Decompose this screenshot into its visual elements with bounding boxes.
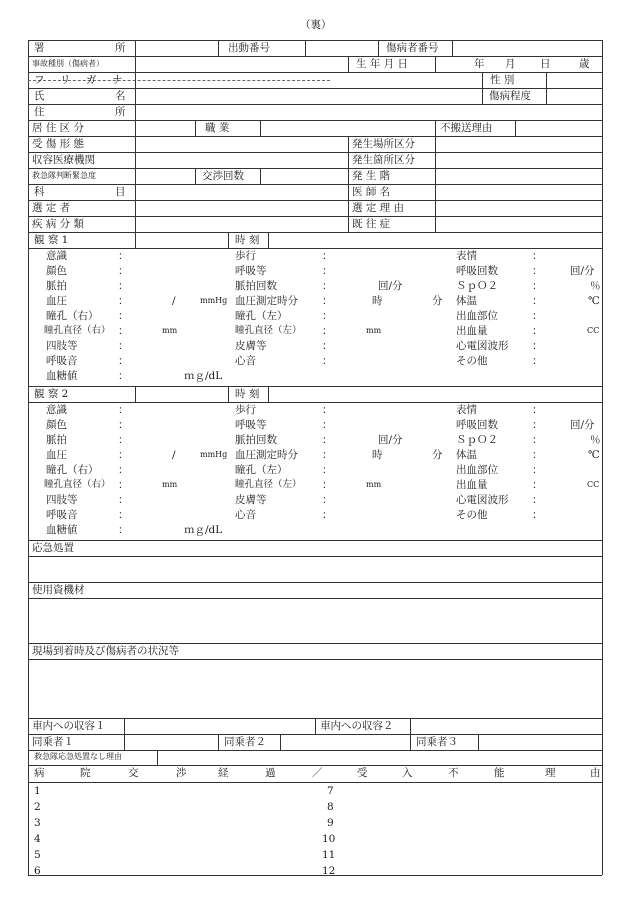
negotiation-row-number: 12 xyxy=(322,865,336,877)
rule-line xyxy=(28,734,602,735)
field-label: 性 別 xyxy=(490,74,515,86)
cell-divider xyxy=(348,56,349,72)
negotiation-row-number: 4 xyxy=(34,833,41,845)
field-label: 署 xyxy=(34,42,45,54)
unit-label: 回/分 xyxy=(378,280,403,292)
unit-label: CC xyxy=(587,326,600,335)
cell-divider xyxy=(268,232,269,248)
observation-label: 表情 xyxy=(456,250,477,262)
observation-label: 血圧測定時分 xyxy=(235,449,298,461)
negotiation-header-char: 不 xyxy=(448,767,459,779)
negotiation-header-char: 病 xyxy=(34,767,45,779)
colon: ： xyxy=(532,295,543,307)
page-title: （裏） xyxy=(300,19,332,31)
field-label: 同乗者３ xyxy=(416,736,458,748)
colon: ： xyxy=(118,509,129,521)
cell-divider xyxy=(268,386,269,402)
observation-label: 出血部位 xyxy=(456,310,498,322)
rule-line xyxy=(28,248,602,249)
negotiation-row-number: 7 xyxy=(327,785,334,797)
unit-label: / xyxy=(172,295,176,307)
observation-label: 四肢等 xyxy=(46,494,78,506)
colon: ： xyxy=(322,280,333,292)
rule-line xyxy=(28,152,602,153)
cell-divider xyxy=(482,88,483,104)
unit-label: ％ xyxy=(590,434,601,446)
negotiation-row-number: 11 xyxy=(322,849,336,861)
colon: ： xyxy=(322,310,333,322)
observation-label: 呼吸等 xyxy=(235,419,267,431)
field-label: 選 定 者 xyxy=(32,202,71,214)
colon: ： xyxy=(118,434,129,446)
observation-label: 皮膚等 xyxy=(235,340,267,352)
colon: ： xyxy=(322,494,333,506)
rule-line xyxy=(28,56,602,57)
cell-divider xyxy=(478,734,479,750)
colon: ： xyxy=(118,404,129,416)
field-label: 目 xyxy=(115,186,126,198)
colon: ： xyxy=(322,295,333,307)
cell-divider xyxy=(157,750,158,765)
cell-divider xyxy=(435,120,436,136)
unit-label: / xyxy=(172,449,176,461)
field-label: 医 師 名 xyxy=(352,186,391,198)
field-label: リ xyxy=(60,74,71,86)
cell-divider xyxy=(452,40,453,56)
unit-label: ℃ xyxy=(588,295,600,307)
colon: ： xyxy=(118,479,129,491)
observation-label: 顔色 xyxy=(46,265,67,277)
observation-label: 心音 xyxy=(235,355,256,367)
unit-label: 時 xyxy=(372,295,383,307)
observation-label: 意識 xyxy=(46,250,67,262)
negotiation-row-number: 6 xyxy=(34,865,41,877)
field-label: 疾 病 分 類 xyxy=(32,218,85,230)
unit-label: mm xyxy=(162,326,178,335)
field-label: 住 xyxy=(34,106,45,118)
colon: ： xyxy=(532,494,543,506)
observation-label: 脈拍 xyxy=(46,434,67,446)
cell-divider xyxy=(124,734,125,750)
rule-line xyxy=(28,184,602,185)
colon: ： xyxy=(532,509,543,521)
field-label: 救急隊応急処置なし理由 xyxy=(34,752,122,761)
colon: ： xyxy=(532,325,543,337)
rule-line xyxy=(28,40,602,41)
colon: ： xyxy=(322,449,333,461)
negotiation-row-number: 8 xyxy=(327,801,334,813)
date-unit: 月 xyxy=(505,58,516,70)
date-unit: 年 xyxy=(474,58,485,70)
colon: ： xyxy=(118,355,129,367)
negotiation-header-char: ／ xyxy=(312,767,323,779)
unit-label: 時 xyxy=(372,449,383,461)
observation-label: その他 xyxy=(456,509,488,521)
observation-label: 瞳孔（左） xyxy=(235,310,288,322)
observation-label: 四肢等 xyxy=(46,340,78,352)
cell-divider xyxy=(218,40,219,56)
cell-divider xyxy=(435,136,436,232)
colon: ： xyxy=(532,404,543,416)
rule-line xyxy=(28,386,602,387)
observation-label: 出血量 xyxy=(456,479,488,491)
form-border-right xyxy=(602,40,603,875)
cell-divider xyxy=(260,120,261,136)
cell-divider xyxy=(195,120,196,136)
observation-label: 呼吸回数 xyxy=(456,419,498,431)
observation-label: 出血量 xyxy=(456,325,488,337)
cell-divider xyxy=(135,386,136,402)
colon: ： xyxy=(322,419,333,431)
observation-label: 血圧 xyxy=(46,449,67,461)
negotiation-header-char: 交 xyxy=(128,767,139,779)
observation-label: 脈拍回数 xyxy=(235,434,277,446)
negotiation-row-number: 10 xyxy=(322,833,336,845)
observation-label: 瞳孔（右） xyxy=(46,310,99,322)
field-label: 発 生 階 xyxy=(352,170,391,182)
negotiation-row-number: 3 xyxy=(34,817,41,829)
field-label: 所 xyxy=(115,42,126,54)
colon: ： xyxy=(118,310,129,322)
furigana-underline xyxy=(28,80,330,81)
colon: ： xyxy=(118,280,129,292)
cell-divider xyxy=(546,88,547,104)
negotiation-row-number: 5 xyxy=(34,849,41,861)
colon: ： xyxy=(118,524,129,536)
cell-divider xyxy=(410,734,411,750)
field-label: 所 xyxy=(115,106,126,118)
observation-label: その他 xyxy=(456,355,488,367)
negotiation-header-char: 渉 xyxy=(176,767,187,779)
field-label: 発生場所区分 xyxy=(352,138,415,150)
observation-label: 血糖値 xyxy=(46,370,78,382)
field-label: 車内への収容２ xyxy=(320,720,394,732)
negotiation-header-char: 能 xyxy=(494,767,505,779)
observation-label: 呼吸音 xyxy=(46,355,78,367)
negotiation-header-char: 受 xyxy=(357,767,368,779)
unit-label: mm xyxy=(366,326,382,335)
field-label: 選 定 理 由 xyxy=(352,202,405,214)
observation-label: 歩行 xyxy=(235,404,256,416)
observation-label: 呼吸等 xyxy=(235,265,267,277)
colon: ： xyxy=(118,464,129,476)
observation-label: 意識 xyxy=(46,404,67,416)
colon: ： xyxy=(118,370,129,382)
colon: ： xyxy=(322,479,333,491)
negotiation-header-char: 院 xyxy=(80,767,91,779)
rule-line xyxy=(28,643,602,644)
colon: ： xyxy=(322,355,333,367)
colon: ： xyxy=(118,419,129,431)
observation-label: 呼吸回数 xyxy=(456,265,498,277)
unit-label: ％ xyxy=(590,280,601,292)
negotiation-header-char: 入 xyxy=(402,767,413,779)
field-label: 名 xyxy=(115,90,126,102)
cell-divider xyxy=(195,168,196,184)
observation-label: 脈拍回数 xyxy=(235,280,277,292)
field-label: 既 往 症 xyxy=(352,218,391,230)
field-label: 収容医療機関 xyxy=(32,154,95,166)
field-label: 受 傷 形 態 xyxy=(32,138,85,150)
observation-label: 瞳孔（左） xyxy=(235,464,288,476)
field-label: ナ xyxy=(112,74,123,86)
colon: ： xyxy=(322,250,333,262)
rule-line xyxy=(28,402,602,403)
colon: ： xyxy=(322,434,333,446)
unit-label: ℃ xyxy=(588,449,600,461)
rule-line xyxy=(28,200,602,201)
colon: ： xyxy=(532,340,543,352)
section-title-arrival: 現場到着時及び傷病者の状況等 xyxy=(32,645,179,657)
observation-label: 血圧 xyxy=(46,295,67,307)
colon: ： xyxy=(532,434,543,446)
unit-label: ｍｇ/dL xyxy=(184,524,223,536)
unit-label: mm xyxy=(162,480,178,489)
rule-line xyxy=(28,765,602,766)
rule-line xyxy=(28,136,602,137)
unit-label: mm xyxy=(366,480,382,489)
unit-label: mmHg xyxy=(200,296,228,305)
field-label: 傷病者番号 xyxy=(386,42,439,54)
cell-divider xyxy=(315,718,316,734)
cell-divider xyxy=(280,734,281,750)
observation-label: 脈拍 xyxy=(46,280,67,292)
observation-title: 観 察 1 xyxy=(34,234,69,246)
observation-label: 体温 xyxy=(456,295,477,307)
cell-divider xyxy=(228,232,229,248)
colon: ： xyxy=(322,340,333,352)
colon: ： xyxy=(118,449,129,461)
observation-label: 瞳孔直径（左） xyxy=(235,479,302,490)
cell-divider xyxy=(435,56,436,72)
colon: ： xyxy=(118,494,129,506)
cell-divider xyxy=(482,72,483,88)
cell-divider xyxy=(260,168,261,184)
observation-label: 血糖値 xyxy=(46,524,78,536)
observation-label: 心音 xyxy=(235,509,256,521)
unit-label: ｍｇ/dL xyxy=(184,370,223,382)
observation-label: 歩行 xyxy=(235,250,256,262)
colon: ： xyxy=(118,325,129,337)
field-label: 科 xyxy=(34,186,45,198)
cell-divider xyxy=(305,40,306,56)
section-title-equipment: 使用資機材 xyxy=(32,584,85,596)
observation-label: 瞳孔（右） xyxy=(46,464,99,476)
field-label: フ xyxy=(34,74,45,86)
colon: ： xyxy=(322,509,333,521)
date-unit: 日 xyxy=(540,58,551,70)
negotiation-header-char: 経 xyxy=(218,767,229,779)
cell-divider xyxy=(378,40,379,56)
colon: ： xyxy=(532,479,543,491)
unit-label: 回/分 xyxy=(570,265,595,277)
rule-line xyxy=(28,659,602,660)
colon: ： xyxy=(118,340,129,352)
form-border-bottom xyxy=(28,875,602,876)
cell-divider xyxy=(546,72,547,88)
colon: ： xyxy=(532,464,543,476)
field-label: 事故種別（傷病者） xyxy=(32,59,104,68)
field-label: 救急隊判断緊急度 xyxy=(32,171,96,180)
rule-line xyxy=(28,88,602,89)
negotiation-row-number: 9 xyxy=(327,817,334,829)
negotiation-header-char: 過 xyxy=(265,767,276,779)
field-label: 同乗者１ xyxy=(32,736,74,748)
observation-label: ＳｐＯ２ xyxy=(456,434,498,446)
cell-divider xyxy=(218,734,219,750)
field-label: 出動番号 xyxy=(228,42,270,54)
field-label: ガ xyxy=(86,74,97,86)
field-label: 傷病程度 xyxy=(489,90,531,102)
rule-line xyxy=(28,582,602,583)
observation-time-label: 時 刻 xyxy=(235,234,260,246)
rule-line xyxy=(28,540,602,541)
cell-divider xyxy=(348,136,349,232)
cell-divider xyxy=(515,120,516,136)
field-label: 同乗者２ xyxy=(224,736,266,748)
colon: ： xyxy=(532,265,543,277)
colon: ： xyxy=(532,355,543,367)
negotiation-header-char: 理 xyxy=(545,767,556,779)
observation-label: 心電図波形 xyxy=(456,340,509,352)
unit-label: CC xyxy=(587,480,600,489)
field-label: 生 年 月 日 xyxy=(356,58,409,70)
field-label: 不搬送理由 xyxy=(440,122,493,134)
unit-label: 分 xyxy=(432,295,443,307)
observation-label: 顔色 xyxy=(46,419,67,431)
observation-label: 体温 xyxy=(456,449,477,461)
colon: ： xyxy=(322,464,333,476)
rule-line xyxy=(28,556,602,557)
rule-line xyxy=(28,168,602,169)
field-label: 氏 xyxy=(34,90,45,102)
colon: ： xyxy=(118,250,129,262)
colon: ： xyxy=(532,250,543,262)
negotiation-header-char: 由 xyxy=(590,767,601,779)
observation-label: 瞳孔直径（左） xyxy=(235,325,302,336)
cell-divider xyxy=(124,718,125,734)
field-label: 車内への収容１ xyxy=(32,720,106,732)
rule-line xyxy=(28,72,602,73)
observation-label: 呼吸音 xyxy=(46,509,78,521)
observation-label: 瞳孔直径（右） xyxy=(44,479,111,490)
unit-label: 回/分 xyxy=(570,419,595,431)
observation-label: 瞳孔直径（右） xyxy=(44,325,111,336)
colon: ： xyxy=(118,295,129,307)
colon: ： xyxy=(322,404,333,416)
unit-label: 分 xyxy=(432,449,443,461)
cell-divider xyxy=(135,232,136,248)
colon: ： xyxy=(322,325,333,337)
rule-line xyxy=(28,104,602,105)
field-label: 交渉回数 xyxy=(202,170,244,182)
observation-label: 出血部位 xyxy=(456,464,498,476)
observation-label: 皮膚等 xyxy=(235,494,267,506)
colon: ： xyxy=(532,310,543,322)
section-title-first-aid: 応急処置 xyxy=(32,542,74,554)
observation-time-label: 時 刻 xyxy=(235,388,260,400)
date-unit: 歳 xyxy=(579,58,590,70)
cell-divider xyxy=(410,718,411,734)
negotiation-row-number: 1 xyxy=(34,785,41,797)
field-label: 発生箇所区分 xyxy=(352,154,415,166)
field-label: 職 業 xyxy=(205,122,230,134)
observation-title: 観 察 2 xyxy=(34,388,69,400)
cell-divider xyxy=(228,386,229,402)
label-column-divider xyxy=(135,40,136,232)
rule-line xyxy=(28,598,602,599)
colon: ： xyxy=(532,419,543,431)
observation-label: 表情 xyxy=(456,404,477,416)
colon: ： xyxy=(118,265,129,277)
observation-label: ＳｐＯ２ xyxy=(456,280,498,292)
colon: ： xyxy=(532,280,543,292)
rule-line xyxy=(28,216,602,217)
unit-label: mmHg xyxy=(200,450,228,459)
negotiation-row-number: 2 xyxy=(34,801,41,813)
field-label: 居 住 区 分 xyxy=(32,122,85,134)
colon: ： xyxy=(322,265,333,277)
observation-label: 血圧測定時分 xyxy=(235,295,298,307)
rule-line xyxy=(28,232,602,233)
colon: ： xyxy=(532,449,543,461)
rule-line xyxy=(28,782,602,783)
observation-label: 心電図波形 xyxy=(456,494,509,506)
unit-label: 回/分 xyxy=(378,434,403,446)
rule-line xyxy=(28,750,602,751)
